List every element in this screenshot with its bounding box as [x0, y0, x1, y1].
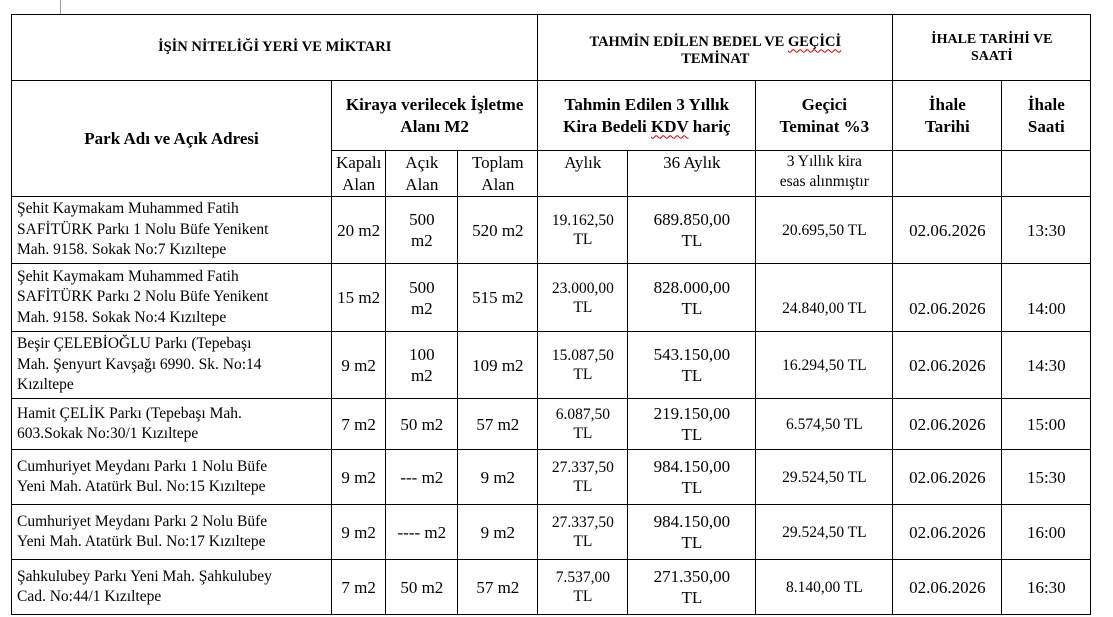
header-36-months: 36 Aylık [628, 151, 756, 197]
tender-date: 02.06.2026 [893, 264, 1002, 332]
open-area: 50 m2 [386, 560, 458, 615]
closed-area: 7 m2 [332, 399, 386, 450]
header-tender-date: İhale Tarihi [893, 81, 1002, 151]
header-work-group: İŞİN NİTELİĞİ YERİ VE MİKTARI [12, 15, 538, 81]
header-open-area: Açık Alan [386, 151, 458, 197]
guarantee-amount: 29.524,50 TL [756, 505, 893, 560]
tender-time: 16:00 [1002, 505, 1091, 560]
tender-time: 13:30 [1002, 197, 1091, 264]
header-estimated-rent: Tahmin Edilen 3 Yıllık Kira Bedeli KDV hariç [538, 81, 756, 151]
table-row [12, 264, 1091, 332]
tender-date: 02.06.2026 [893, 450, 1002, 505]
guarantee-amount: 16.294,50 TL [756, 332, 893, 399]
monthly-rent: 15.087,50 TL [538, 332, 628, 399]
table-row [12, 450, 1091, 505]
header-date-empty [893, 151, 1002, 197]
closed-area: 9 m2 [332, 505, 386, 560]
header-date-group: İHALE TARİHİ VE SAATİ [893, 15, 1091, 81]
total-area: 9 m2 [458, 505, 538, 560]
monthly-rent: 27.337,50 TL [538, 505, 628, 560]
open-area: 50 m2 [386, 399, 458, 450]
header-time-empty [1002, 151, 1091, 197]
table-row [12, 399, 1091, 450]
tender-time: 15:00 [1002, 399, 1091, 450]
rent-36-months: 984.150,00 TL [628, 505, 756, 560]
guarantee-amount: 6.574,50 TL [756, 399, 893, 450]
tender-date: 02.06.2026 [893, 197, 1002, 264]
closed-area: 15 m2 [332, 264, 386, 332]
header-row-groups [12, 15, 1091, 81]
park-address: Hamit ÇELİK Parkı (Tepebaşı Mah. 603.Sokak No:30/1 Kızıltepe [12, 399, 332, 450]
rent-36-months: 219.150,00 TL [628, 399, 756, 450]
open-area: 100 m2 [386, 332, 458, 399]
closed-area: 9 m2 [332, 450, 386, 505]
table-row [12, 560, 1091, 615]
rent-36-months: 271.350,00 TL [628, 560, 756, 615]
page-margin-mark [60, 0, 61, 14]
tender-time: 14:00 [1002, 264, 1091, 332]
header-total-area: Toplam Alan [458, 151, 538, 197]
monthly-rent: 7.537,00 TL [538, 560, 628, 615]
header-monthly: Aylık [538, 151, 628, 197]
table-row [12, 197, 1091, 264]
guarantee-amount: 24.840,00 TL [756, 264, 893, 332]
total-area: 515 m2 [458, 264, 538, 332]
open-area: --- m2 [386, 450, 458, 505]
park-address: Cumhuriyet Meydanı Parkı 2 Nolu Büfe Yeni Mah. Atatürk Bul. No:17 Kızıltepe [12, 505, 332, 560]
guarantee-amount: 8.140,00 TL [756, 560, 893, 615]
header-guarantee-basis: 3 Yıllık kira esas alınmıştır [756, 151, 893, 197]
monthly-rent: 23.000,00 TL [538, 264, 628, 332]
open-area: 500 m2 [386, 264, 458, 332]
tender-date: 02.06.2026 [893, 399, 1002, 450]
header-tender-time: İhale Saati [1002, 81, 1091, 151]
closed-area: 9 m2 [332, 332, 386, 399]
rent-36-months: 689.850,00 TL [628, 197, 756, 264]
tender-date: 02.06.2026 [893, 560, 1002, 615]
guarantee-amount: 20.695,50 TL [756, 197, 893, 264]
rent-36-months: 828.000,00 TL [628, 264, 756, 332]
park-address: Şahkulubey Parkı Yeni Mah. Şahkulubey Cad. No:44/1 Kızıltepe [12, 560, 332, 615]
guarantee-amount: 29.524,50 TL [756, 450, 893, 505]
total-area: 57 m2 [458, 560, 538, 615]
tender-date: 02.06.2026 [893, 332, 1002, 399]
total-area: 520 m2 [458, 197, 538, 264]
table-row [12, 332, 1091, 399]
park-address: Beşir ÇELEBİOĞLU Parkı (Tepebaşı Mah. Şenyurt Kavşağı 6990. Sk. No:14 Kızıltepe [12, 332, 332, 399]
tender-date: 02.06.2026 [893, 505, 1002, 560]
rent-36-months: 543.150,00 TL [628, 332, 756, 399]
header-area: Kiraya verilecek İşletme Alanı M2 [332, 81, 538, 151]
header-row-columns [12, 81, 1091, 151]
park-address: Şehit Kaymakam Muhammed Fatih SAFİTÜRK Parkı 2 Nolu Büfe Yenikent Mah. 9158. Sokak No:4 Kızıltepe [12, 264, 332, 332]
total-area: 9 m2 [458, 450, 538, 505]
park-address: Cumhuriyet Meydanı Parkı 1 Nolu Büfe Yeni Mah. Atatürk Bul. No:15 Kızıltepe [12, 450, 332, 505]
table-row [12, 505, 1091, 560]
closed-area: 7 m2 [332, 560, 386, 615]
header-closed-area: Kapalı Alan [332, 151, 386, 197]
rent-36-months: 984.150,00 TL [628, 450, 756, 505]
header-park-address: Park Adı ve Açık Adresi [12, 81, 332, 197]
park-address: Şehit Kaymakam Muhammed Fatih SAFİTÜRK Parkı 1 Nolu Büfe Yenikent Mah. 9158. Sokak No:7 Kızıltepe [12, 197, 332, 264]
tender-time: 15:30 [1002, 450, 1091, 505]
total-area: 109 m2 [458, 332, 538, 399]
tender-table [11, 14, 1091, 615]
monthly-rent: 19.162,50 TL [538, 197, 628, 264]
tender-time: 16:30 [1002, 560, 1091, 615]
tender-time: 14:30 [1002, 332, 1091, 399]
closed-area: 20 m2 [332, 197, 386, 264]
monthly-rent: 27.337,50 TL [538, 450, 628, 505]
total-area: 57 m2 [458, 399, 538, 450]
monthly-rent: 6.087,50 TL [538, 399, 628, 450]
open-area: ---- m2 [386, 505, 458, 560]
header-price-group: TAHMİN EDİLEN BEDEL VE GEÇİCİ TEMİNAT [538, 15, 893, 81]
open-area: 500 m2 [386, 197, 458, 264]
header-guarantee: Geçici Teminat %3 [756, 81, 893, 151]
